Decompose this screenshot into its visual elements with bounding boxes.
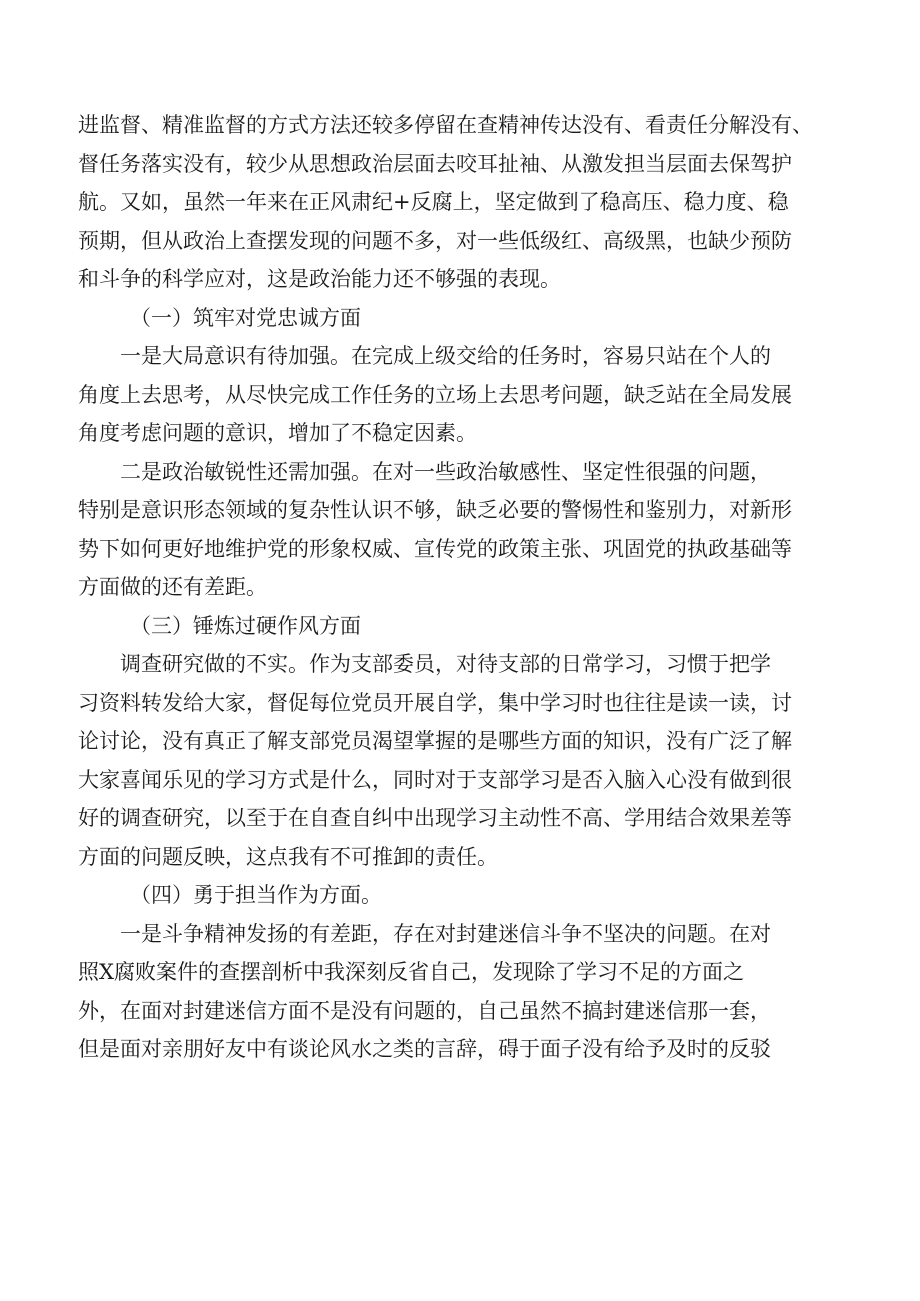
section-heading: （四）勇于担当作为方面。 bbox=[130, 883, 382, 907]
text-line: 外，在面对封建迷信方面不是没有问题的，自己虽然不搞封建迷信那一套， bbox=[78, 998, 771, 1023]
text-line: 督任务落实没有，较少从思想政治层面去咬耳扯袖、从激发担当层面去保驾护 bbox=[78, 151, 792, 176]
text-line: 照X腐败案件的查摆剖析中我深刻反省自己，发现除了学习不足的方面之 bbox=[78, 960, 744, 984]
text-line: 一是斗争精神发扬的有差距，存在对封建迷信斗争不坚决的问题。在对 bbox=[120, 921, 771, 946]
text-line: 一是大局意识有待加强。在完成上级交给的任务时，容易只站在个人的 bbox=[120, 344, 771, 368]
text-line: 特别是意识形态领域的复杂性认识不够，缺乏必要的警惕性和鉴别力，对新形 bbox=[78, 498, 792, 522]
document-body bbox=[78, 106, 826, 1069]
text-line: 角度考虑问题的意识，增加了不稳定因素。 bbox=[78, 421, 477, 445]
text-line: 角度上去思考，从尽快完成工作任务的立场上去思考问题，缺乏站在全局发展 bbox=[78, 382, 792, 407]
text-line: 二是政治敏锐性还需加强。在对一些政治敏感性、坚定性很强的问题， bbox=[120, 459, 771, 484]
text-line: 航。又如，虽然一年来在正风肃纪+反腐上，坚定做到了稳高压、稳力度、稳 bbox=[78, 190, 789, 214]
section-heading: （一）筑牢对党忠诚方面 bbox=[130, 305, 361, 330]
text-line: 调查研究做的不实。作为支部委员，对待支部的日常学习，习惯于把学 bbox=[120, 652, 771, 676]
text-line: 和斗争的科学应对，这是政治能力还不够强的表现。 bbox=[78, 267, 561, 291]
text-line: 方面的问题反映，这点我有不可推卸的责任。 bbox=[78, 844, 498, 869]
text-line: 预期，但从政治上查摆发现的问题不多，对一些低级红、高级黑，也缺少预防 bbox=[78, 228, 792, 253]
text-line: 但是面对亲朋好友中有谈论风水之类的言辞，碍于面子没有给予及时的反驳 bbox=[78, 1037, 771, 1061]
text-line: 方面做的还有差距。 bbox=[78, 575, 267, 599]
text-line: 大家喜闻乐见的学习方式是什么，同时对于支部学习是否入脑入心没有做到很 bbox=[78, 767, 792, 792]
text-line: 好的调查研究，以至于在自查自纠中出现学习主动性不高、学用结合效果差等 bbox=[78, 806, 792, 830]
text-line: 进监督、精准监督的方式方法还较多停留在查精神传达没有、看责任分解没有、 bbox=[78, 113, 813, 137]
section-heading: （三）锤炼过硬作风方面 bbox=[130, 613, 361, 638]
text-line: 论讨论，没有真正了解支部党员渴望掌握的是哪些方面的知识，没有广泛了解 bbox=[78, 729, 792, 753]
text-line: 习资料转发给大家，督促每位党员开展自学，集中学习时也往往是读一读，讨 bbox=[78, 690, 792, 715]
text-line: 势下如何更好地维护党的形象权威、宣传党的政策主张、巩固党的执政基础等 bbox=[78, 536, 792, 561]
